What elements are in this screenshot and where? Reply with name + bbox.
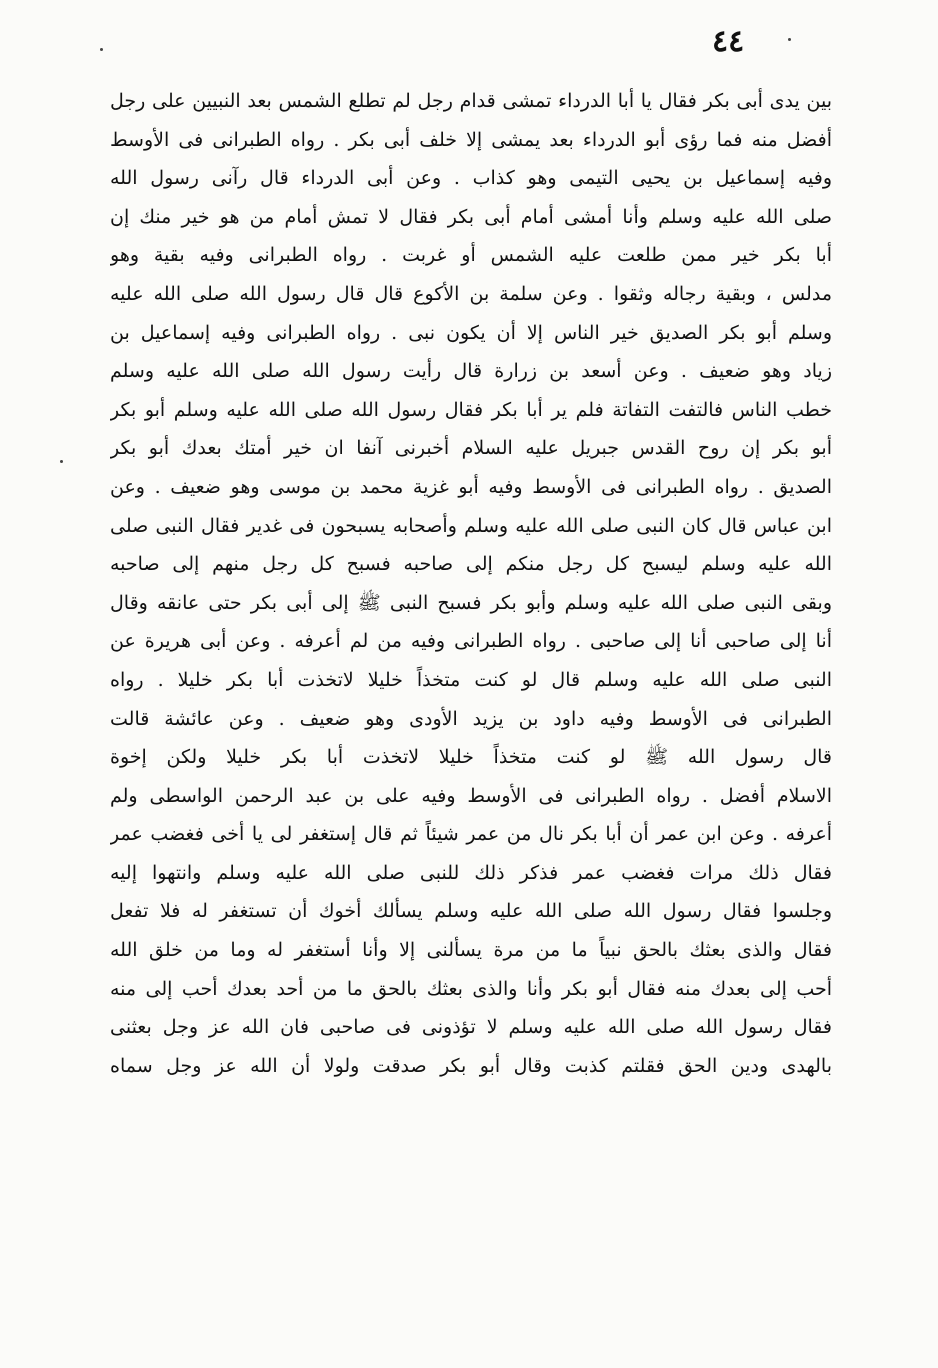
text-line: الاسلام أفضل . رواه الطبرانى فى الأوسط وفيه على بن عبد الرحمن الواسطى ولم xyxy=(110,784,832,807)
text-line: بين يدى أبى بكر فقال يا أبا الدرداء تمشى قدام رجل لم تطلع الشمس بعد النبيين على رجل xyxy=(110,90,832,112)
text-line: قال رسول الله ﷺ لو كنت متخذاً خليلا لاتخذت أبا بكر خليلا ولكن إخوة xyxy=(110,746,832,769)
text-line: ابن عباس قال كان النبى صلى الله عليه وسلم وأصحابه يسبحون فى غدير فقال النبى صلى xyxy=(110,514,832,537)
text-line: أعرفه . وعن ابن عمر أن أبا بكر نال من عمر شيئاً ثم قال إستغفر لى يا أخى فغضب عمر xyxy=(110,823,832,846)
text-line: خطب الناس فالتفت التفاتة فلم ير أبا بكر فقال رسول الله صلى الله عليه وسلم أبو بكر xyxy=(110,398,832,421)
text-line: أبو بكر إن روح القدس جبريل عليه السلام أخبرنى آنفا ان خير أمتك بعدك أبو بكر xyxy=(110,437,832,460)
text-line: فقال ذلك مرات فغضب عمر فذكر ذلك للنبى صلى الله عليه وسلم وانتهوا إليه xyxy=(110,861,832,884)
text-line: النبى صلى الله عليه وسلم قال لو كنت متخذاً خليلا لاتخذت أبا بكر خليلا . رواه xyxy=(110,668,832,691)
text-line: أفضل منه فما رؤى أبو الدرداء بعد يمشى إلا خلف أبى بكر . رواه الطبرانى فى الأوسط xyxy=(110,128,832,151)
edge-speck xyxy=(60,460,63,463)
text-line: الصديق . رواه الطبرانى فى الأوسط وفيه أبو غزية محمد بن موسى وهو ضعيف . وعن xyxy=(110,475,832,498)
text-line: الطبرانى فى الأوسط وفيه داود بن يزيد الأودى وهو ضعيف . وعن عائشة قالت xyxy=(110,707,832,730)
text-line: وجلسوا فقال رسول الله صلى الله عليه وسلم يسألك أخوك أن تستغفر له فلا تفعل xyxy=(110,900,832,923)
page-number: ٤٤ xyxy=(712,24,745,59)
text-line: مدلس ، وبقية رجاله وثقوا . وعن سلمة بن الأكوع قال قال رسول الله صلى الله عليه xyxy=(110,282,832,305)
body-text xyxy=(110,82,832,1085)
text-line: صلى الله عليه وسلم وأنا أمشى أمام أبى بكر فقال لا تمش أمام من هو خير منك إن xyxy=(110,205,832,228)
text-line: فقال رسول الله صلى الله عليه وسلم لا تؤذونى فى صاحبى فان الله عز وجل بعثنى xyxy=(110,1016,832,1039)
text-line: وبقى النبى صلى الله عليه وسلم وأبو بكر فسبح النبى ﷺ إلى أبى بكر حتى عانقه وقال xyxy=(110,591,832,614)
text-line: بالهدى ودين الحق فقلتم كذبت وقال أبو بكر صدقت ولولا أن الله عز وجل سماه xyxy=(110,1054,832,1077)
text-line: الله عليه وسلم ليسبح كل رجل منكم إلى صاحبه فسبح كل رجل منهم إلى صاحبه xyxy=(110,553,832,576)
text-line: وفيه إسماعيل بن يحيى التيمى وهو كذاب . وعن أبى الدرداء قال رآنى رسول الله xyxy=(110,167,832,190)
edge-speck xyxy=(100,48,103,51)
text-line: زياد وهو ضعيف . وعن أسعد بن زرارة قال رأيت رسول الله صلى الله عليه وسلم xyxy=(110,360,832,383)
text-line: فقال والذى بعثك بالحق نبياً ما من مرة يسألنى إلا وأنا أستغفر له وما من خلق الله xyxy=(110,939,832,962)
text-line: أبا بكر خير ممن طلعت عليه الشمس أو غربت . رواه الطبرانى وفيه بقية وهو xyxy=(110,244,832,267)
text-line: وسلم أبو بكر الصديق خير الناس إلا أن يكون نبى . رواه الطبرانى وفيه إسماعيل بن xyxy=(110,321,832,344)
text-line: أحب إلى بعدك منه فقال أبو بكر وأنا والذى بعثك بالحق ما من أحد بعدك أحب إلى منه xyxy=(110,977,832,1000)
edge-speck xyxy=(788,38,791,41)
text-line: أنا إلى صاحبى أنا إلى صاحبى . رواه الطبرانى وفيه من لم أعرفه . وعن أبى هريرة عن xyxy=(110,630,832,653)
